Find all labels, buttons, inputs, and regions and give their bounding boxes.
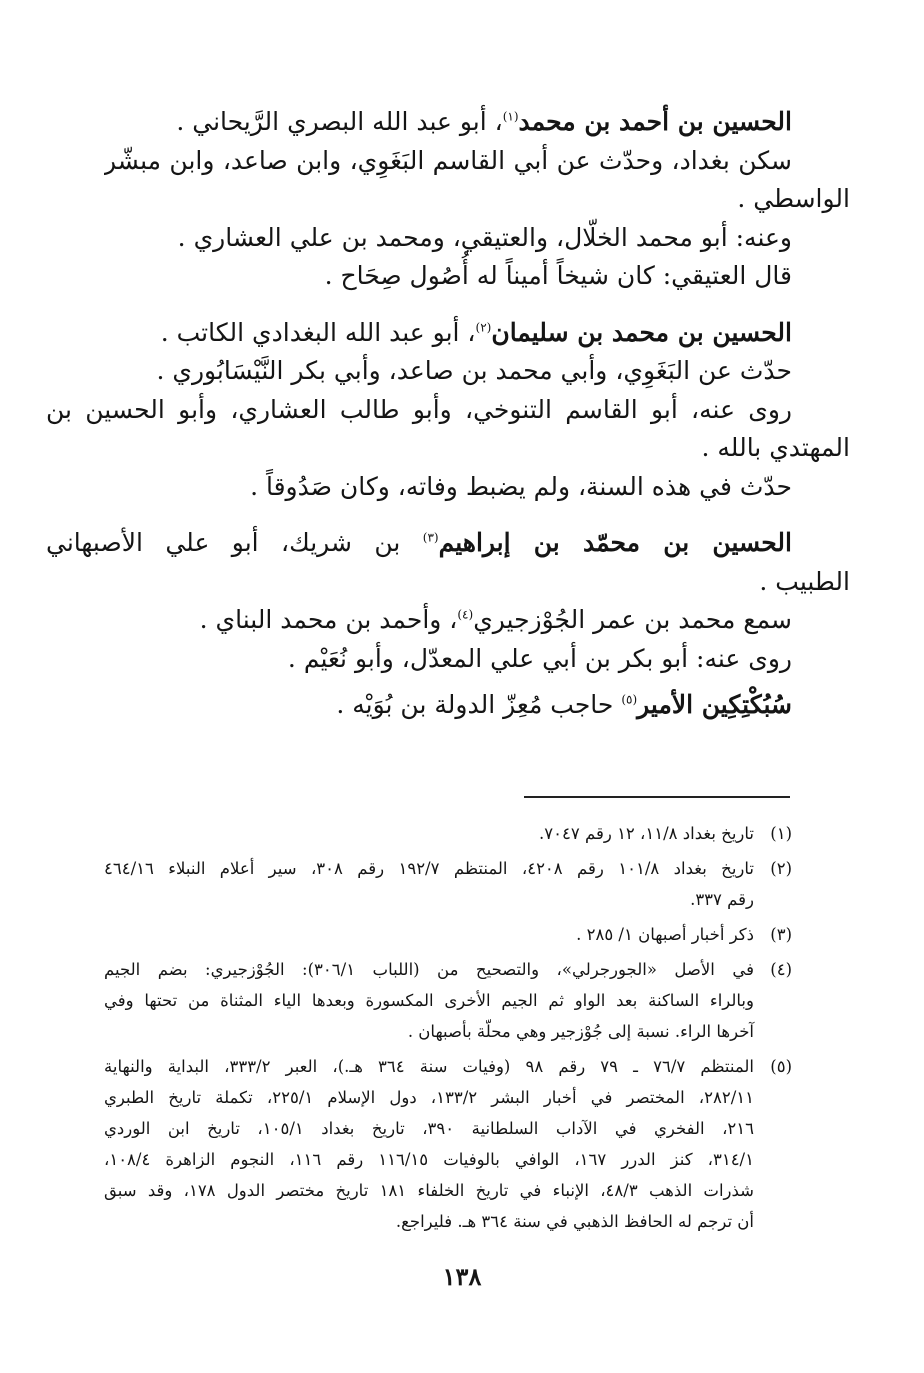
footnote: (٥) المنتظم ٧٦/٧ ـ ٧٩ رقم ٩٨ (وفيات سنة ٣٦٤ هـ.)، العبر ٣٣٣/٢، البداية والنهاية ٢٨٢/١١، المختصر في أخبار البشر ١٣٣/٢، دول الإسلام ٢٢٥/١، تكملة تاريخ الطبري ٢١٦، الفخري في الآداب السلطانية ٣٩٠، تاريخ بغداد ١٠٥/١، تاريخ ابن الوردي ٣١٤/١، كنز الدرر ١٦٧، الوافي بالوفيات ١١٦/١٥ رقم ١١٦، النجوم الزاهرة ١٠٨/٤، شذرات الذهب ٤٨/٣، الإنباء في تاريخ الخلفاء ١٨١ تاريخ مختصر الدول ١٧٨، وقد سبق أن ترجم له الحافظ الذهبي في سنة ٣٦٤ هـ. فليراجع.	[104, 1051, 792, 1237]
page-number: ١٣٨	[442, 1262, 482, 1291]
footnote-ref[interactable]: (٥)	[621, 692, 638, 707]
entry-line: وعنه: أبو محمد الخلّال، والعتيقي، ومحمد بن علي العشاري .	[177, 222, 792, 252]
entry-line: روى عنه: أبو بكر بن أبي علي المعدّل، وأبو نُعَيْم .	[287, 643, 792, 673]
footnotes	[104, 818, 792, 1241]
entry-name: سُبُكْتِكِين الأمير	[637, 690, 792, 719]
footnote-ref[interactable]: (٤)	[457, 607, 474, 622]
entry-line: روى عنه، أبو القاسم التنوخي، وأبو طالب العشاري، وأبو الحسين بن	[46, 394, 792, 424]
footnote-divider	[524, 796, 790, 798]
entry-name: الحسين بن محمّد بن إبراهيم	[438, 528, 792, 557]
entry-name: الحسين بن أحمد بن محمد	[518, 107, 792, 136]
footnote-number: (٢)	[770, 859, 792, 878]
footnote-number: (٣)	[770, 925, 792, 944]
footnote-ref[interactable]: (٢)	[475, 320, 492, 335]
entry-line: قال العتيقي: كان شيخاً أميناً له أُصُول صِحَاح .	[324, 261, 792, 290]
entry-heading: الحسين بن أحمد بن محمد$^{(١)}$، أبو عبد الله البصري الرَّيحاني .	[176, 107, 792, 136]
footnote-ref[interactable]: (٣)	[422, 530, 439, 545]
footnote: (٣) ذكر أخبار أصبهان ١/ ٢٨٥ .	[104, 919, 792, 950]
entry-line: سمع محمد بن عمر الجُوْزجيري$^{(٤)}$، وأحمد بن محمد البناي .	[199, 605, 792, 634]
footnote-number: (٤)	[770, 960, 792, 979]
entry-line: الواسطي .	[737, 184, 850, 213]
footnote-number: (٥)	[770, 1057, 792, 1076]
footnote: (٢) تاريخ بغداد ١٠١/٨ رقم ٤٢٠٨، المنتظم ١٩٢/٧ رقم ٣٠٨، سير أعلام النبلاء ٤٦٤/١٦ رقم ٣٣٧.	[104, 853, 792, 915]
main-text	[46, 103, 850, 725]
entry-heading: الحسين بن محمد بن سليمان$^{(٢)}$، أبو عبد الله البغدادي الكاتب .	[160, 317, 792, 347]
entry-line: سكن بغداد، وحدّث عن أبي القاسم البَغَوِي، وابن صاعد، وابن مبشّر	[104, 145, 792, 175]
footnote-number: (١)	[770, 824, 792, 843]
entry-line: الطبيب .	[759, 566, 850, 596]
footnote-ref[interactable]: (١)	[502, 109, 519, 124]
entry-heading: سُبُكْتِكِين الأمير$^{(٥)}$ حاجب مُعِزّ الدولة بن بُوَيْه .	[336, 690, 792, 719]
footnote: (٤) في الأصل «الجورجرلي»، والتصحيح من (اللباب ٣٠٦/١): الجُوْزجيري: بضم الجيم وبالراء الساكنة بعد الواو ثم الجيم الأخرى المكسورة وبعدها الياء المثناة من تحتها وفي آخرها الراء. نسبة إلى جُوْزجير وهي محلّة بأصبهان .	[104, 954, 792, 1047]
entry-heading: الحسين بن محمّد بن إبراهيم$^{(٣)}$ بن شريك، أبو علي الأصبهاني	[46, 528, 792, 557]
entry-line: حدّث عن البَغَوِي، وأبي محمد بن صاعد، وأبي بكر النَّيْسَابُوري .	[156, 356, 792, 385]
footnote: (١) تاريخ بغداد ١١/٨، ١٢ رقم ٧٠٤٧.	[104, 818, 792, 849]
entry-line: المهتدي بالله .	[701, 433, 850, 462]
entry-line: حدّث في هذه السنة، ولم يضبط وفاته، وكان صَدُوقاً .	[250, 471, 792, 501]
entry-name: الحسين بن محمد بن سليمان	[491, 317, 792, 347]
